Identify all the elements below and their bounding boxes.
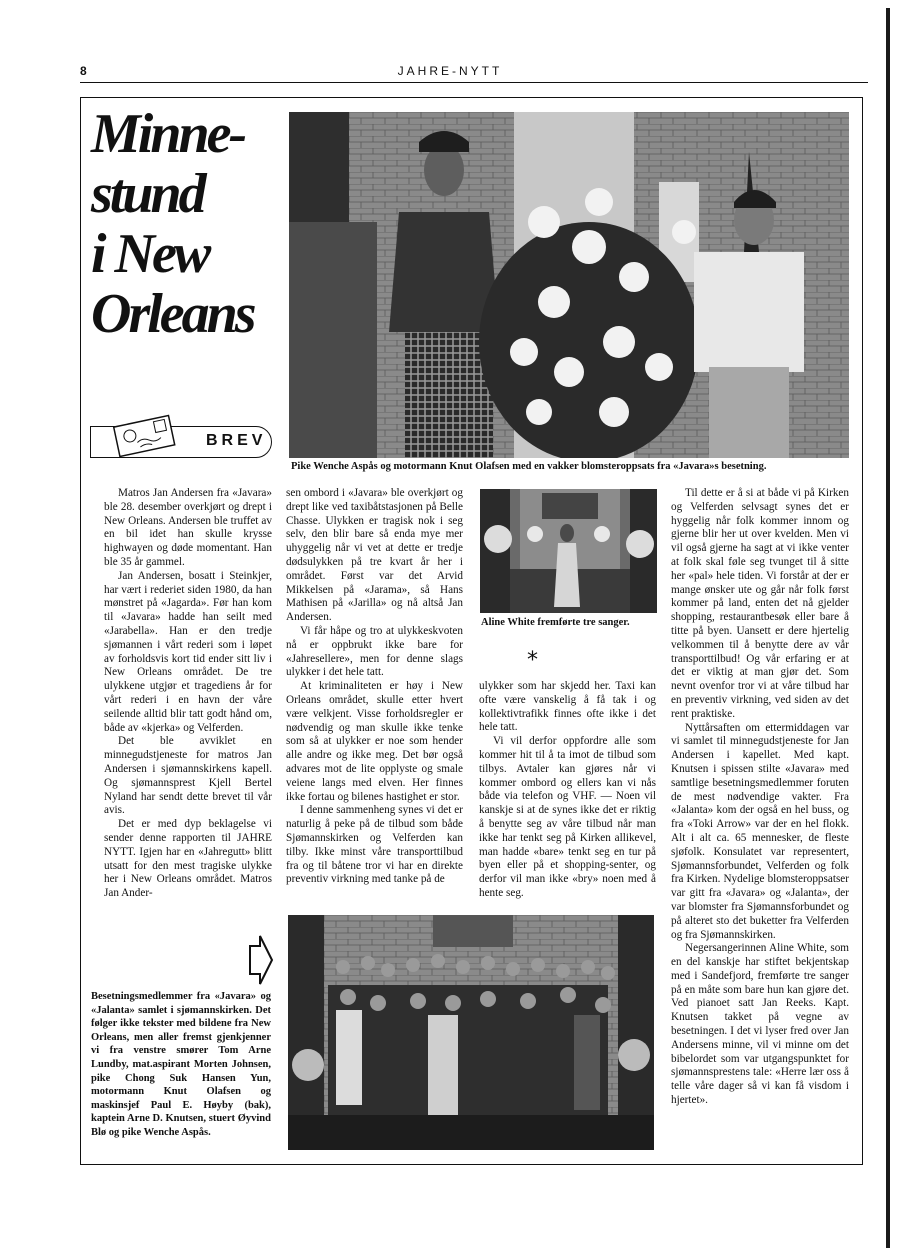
article-column-4 (671, 487, 849, 1108)
paragraph: Det ble avviklet en minnegudstjeneste for matros Jan Andersen i sjømannskirkens kapell. Og sjømannsprest Kjell Bertel Nyland har sendt dette brevet til vår avis. (104, 735, 272, 817)
running-header: JAHRE-NYTT (397, 64, 503, 78)
main-photo-caption: Pike Wenche Aspås og motormann Knut Olafsen med en vakker blomsteroppsats fra «Javara»s besetning. (291, 461, 767, 472)
paragraph: sen ombord i «Javara» ble overkjørt og drept like ved taxibåtstasjonen på Belle Chasse. Ulykken er tragisk nok i seg selv, den blir bare så enda mye mer uhyggelig når vi vet at dette er tredje dødsulykken på tre kvart år her i området. Først var det Arvid Mikkelsen på «Jarama», så Hans Mathisen på «Jarilla» og nå altså Jan Andersen. (286, 487, 463, 624)
paragraph: Matros Jan Andersen fra «Javara» ble 28. desember overkjørt og drept i New Orleans. Andersen ble truffet av en bil idet han skulle krysse highwayen og døde momentant. Han ble 35 år gammel. (104, 487, 272, 568)
paragraph: Det er med dyp beklagelse vi sender denne rapporten til JAHRE NYTT. Igjen har en «Jahregutt» blitt utsatt for den mest tragiske ulykke her i New Orleans området. Matros Jan Ander- (104, 818, 272, 900)
title-line: Orleans (91, 283, 254, 345)
paragraph: ulykker som har skjedd her. Taxi kan ofte være vanskelig å få tak i og kollektivtrafikk finnes ofte ikke i det hele tatt. (479, 680, 656, 734)
arrow-right-icon (246, 934, 274, 986)
article-column-3 (479, 680, 656, 901)
paragraph: Negersangerinnen Aline White, som en del kanskje har stiftet bekjentskap med i Sandefjord, fremførte tre sanger på en måte som bare hun kan gjøre det. Ved pianoet satt Jan Reeks. Kapt. Knutsen takket på vegne av besetningen. I det vi lyser fred over Jan Andersens minne, vil vi minne om det bibelordet som var utgangspunktet for sjømannsprestens tale: «Herre lær oss å telle våre dager så vi kan få visdom i hjertet». (671, 942, 849, 1107)
article-column-2 (286, 487, 463, 887)
singer-photo-caption: Aline White fremførte tre sanger. (481, 617, 630, 628)
group-photo (288, 915, 654, 1150)
section-label: BREV (206, 432, 267, 449)
section-separator: * (527, 648, 538, 673)
title-line: Minne- (91, 103, 245, 165)
article-title (91, 104, 291, 344)
title-line: stund (91, 163, 204, 225)
page-number: 8 (80, 64, 87, 78)
paragraph: At kriminaliteten er høy i New Orleans området, skulle etter hvert være velkjent. Visse forholdsregler er nødvendig og man skulle ikke tenke som så at ulykker er noe som hender alle andre og ikke meg. Det bør også advares mot de lite opplyste og smale veiene langs med elven. Her finnes ikke fortau og bilenes hastighet er stor. (286, 680, 463, 803)
main-photo (289, 112, 849, 458)
paragraph: Vi vil derfor oppfordre alle som kommer hit til å ta imot de tilbud som tilbys. Avtaler kan gjøres når vi kommer ombord og ellers kan vi nås både via telefon og VHF. — Noen vil kanskje si at de synes ikke det er riktig å benytte seg av våre tilbud når man ikke har tenkt seg på Kirken allikevel, man hadde «bare» tenkt seg en tur på byen eller på et shopping-senter, og derfor vil man ikke «bry» noen med å hente seg. (479, 735, 656, 899)
scan-edge (886, 8, 890, 1248)
paragraph: Vi får håpe og tro at ulykkeskvoten nå er oppbrukt ikke bare for «Jahresellere», men for denne slags ulykker i det hele tatt. (286, 624, 463, 679)
header-rule (80, 82, 868, 83)
paragraph: I denne sammenheng synes vi det er naturlig å peke på de tilbud som både Sjømannskirken og Velferden kan tilby. Ikke minst våre transporttilbud fra og til båtene tror vi har en direkte preventiv virkning med tanke på de (286, 804, 463, 886)
article-column-1 (104, 487, 272, 901)
title-line: i New (91, 223, 209, 285)
envelope-icon (112, 413, 176, 457)
singer-photo (480, 489, 657, 613)
paragraph: Til dette er å si at både vi på Kirken og Velferden selvsagt synes det er hyggelig når folk kommer innom og gjerne blir her ut over kvelden. Men vi vil også gjerne ha sagt at vi ikke venter at folk skal føle seg tvunget til å sitte her «pal» hele tiden. Vi forstår at der er mange ønsker ute og går når folk først kommer på land, enten det nå gjelder shopping, restaurantbesøk eller bare å titte på byen. Uansett er dere hjertelig velkommen til å benytte dere av vår transporttilbud! Og vår erfaring er at det er viktig at man gjør det. Som nevnt ovenfor tror vi at våre tilbud har en preventiv virkning, ved siden av det rent praktiske. (671, 487, 849, 720)
paragraph: Nyttårsaften om ettermiddagen var vi samlet til minnegudstjeneste for Jan Andersen i kapellet. Med kapt. Knutsen i spissen stilte «Javara» med samtlige besetningsmedlemmer foruten de mest nødvendige vakter. Fra «Jalanta» kom der også en hel buss, og fra «Toki Arrow» var der en hel flokk. Alt i alt ca. 65 mennesker, de fleste sjøfolk. Konsulatet var representert, Sjømannsforbundet, Velferden og folk fra Kirken. Nydelige blomsteroppsatser var gitt fra «Javara» og «Jalanta», der var blomster fra Sjømannsforbundet og på alteret sto det buketter fra Velferden og fra Sjømannskirken. (671, 721, 849, 941)
group-photo-caption: Besetningsmedlemmer fra «Javara» og «Jalanta» samlet i sjømannskirken. Det følger ikke tekster med bildene fra New Orleans, men aller fremst gjenkjenner vi fra venstre smører Tom Arne Lundby, mat.aspirant Morten Johnsen, pike Chong Suk Hansen Yun, motormann Knut Olafsen og maskinsjef Paul E. Høyby (bak), kaptein Arne D. Knutsen, stuert Øyvind Blø og pike Wenche Aspås. (91, 991, 271, 1138)
paragraph: Jan Andersen, bosatt i Steinkjer, har vært i rederiet siden 1980, da han mønstret på «Jagarda». Før han kom til «Javara» hadde han seilt med «Jarabella». Han er den tredje sjømannen i vårt rederi som i løpet av forholdsvis kort tid ender sitt liv i New Orleans området. De tre ulykkene utgjør et tragediens år for vårt rederi i en havn der våre seilende alltid blir tatt godt hånd om, både av «kjerka» og Velferden. (104, 569, 272, 734)
